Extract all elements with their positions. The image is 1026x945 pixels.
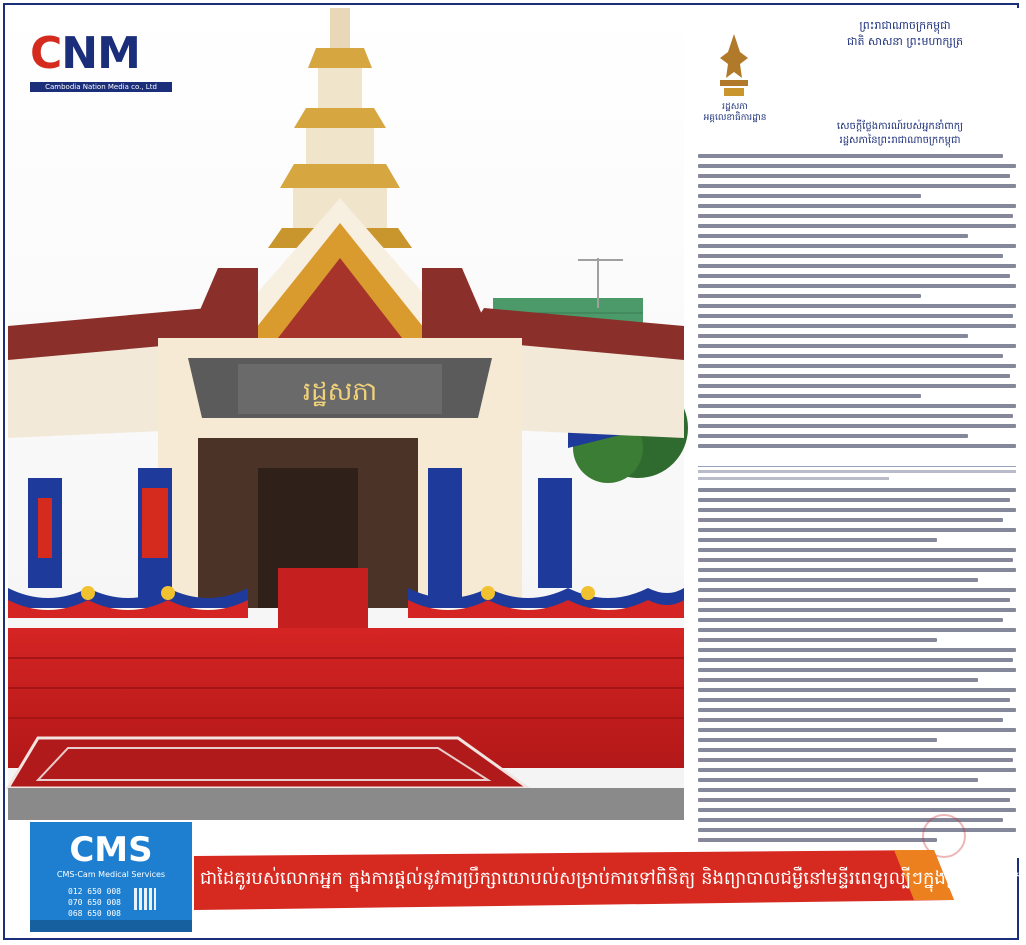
document-text-line <box>698 154 1003 158</box>
document-text-line <box>698 658 1013 662</box>
document-text-line <box>698 254 1003 258</box>
cms-phone-2: 070 650 008 <box>68 898 121 907</box>
cms-advert-box <box>30 822 192 932</box>
document-text-line <box>698 518 1003 522</box>
document-text-line <box>698 618 1003 622</box>
document-text-line <box>698 404 1016 408</box>
document-text-line <box>698 414 1013 418</box>
document-text-line <box>698 778 978 782</box>
kingdom-heading <box>840 18 970 50</box>
document-text-line <box>698 748 1016 752</box>
document-text-line <box>698 738 937 742</box>
document-text-line <box>698 324 1016 328</box>
document-text-line <box>698 274 1010 278</box>
document-text-line <box>698 628 1016 632</box>
document-text-line <box>698 638 937 642</box>
document-text-line <box>698 214 1013 218</box>
document-text-line <box>698 758 1013 762</box>
document-text-line <box>698 508 1016 512</box>
document-text-line <box>698 470 1016 473</box>
kingdom-line2: ជាតិ សាសនា ព្រះមហាក្សត្រ <box>847 35 963 48</box>
document-text-line <box>698 434 968 438</box>
document-text-line <box>698 528 1016 532</box>
document-text-line <box>698 334 968 338</box>
document-text-line <box>698 364 1016 368</box>
document-text-line <box>698 224 1016 228</box>
document-text-line <box>698 678 978 682</box>
document-text-line <box>698 588 1016 592</box>
document-text-line <box>698 444 1016 448</box>
document-footnote <box>698 470 1016 484</box>
document-text-line <box>698 808 1016 812</box>
document-divider <box>698 466 1016 467</box>
document-text-line <box>698 828 1016 832</box>
document-text-line <box>698 294 921 298</box>
document-text-line <box>698 174 1010 178</box>
document-text-line <box>698 798 1010 802</box>
document-body-upper <box>698 154 1016 454</box>
headline-text: ជាដៃគូរបស់លោកអ្នក ក្នុងការផ្តល់នូវការប្រឹក្សាយោបល់សម្រាប់ការទៅពិនិត្យ និងព្យាបាលជម្ងឺនៅមន្ទីរពេទ្យល្បីៗក្នុងប្រទេសថៃ។ <box>200 868 1026 889</box>
document-text-line <box>698 688 1016 692</box>
document-text-line <box>698 477 889 480</box>
press-release-document <box>690 8 1020 858</box>
document-text-line <box>698 668 1016 672</box>
document-title-line2: រដ្ឋសភានៃព្រះរាជាណាចក្រកម្ពុជា <box>839 135 961 146</box>
document-text-line <box>698 424 1016 428</box>
document-text-line <box>698 568 1016 572</box>
cms-phone-3: 068 650 008 <box>68 909 121 918</box>
document-text-line <box>698 344 1016 348</box>
cms-phone-1: 012 650 008 <box>68 887 121 896</box>
document-text-line <box>698 708 1016 712</box>
document-text-line <box>698 488 1016 492</box>
document-title <box>800 120 1000 148</box>
document-text-line <box>698 184 1016 188</box>
document-text-line <box>698 384 1016 388</box>
document-text-line <box>698 558 1013 562</box>
document-text-line <box>698 538 937 542</box>
document-text-line <box>698 548 1016 552</box>
document-title-line1: សេចក្តីថ្លែងការណ៍របស់អ្នកនាំពាក្យ <box>836 121 964 132</box>
national-emblem-icon <box>714 34 754 98</box>
document-text-line <box>698 498 1010 502</box>
logo-mark <box>30 28 140 79</box>
logo-letters-nm: NM <box>61 28 140 79</box>
document-text-line <box>698 838 937 842</box>
document-text-line <box>698 648 1016 652</box>
document-text-line <box>698 304 1016 308</box>
national-assembly-photo <box>8 8 684 820</box>
document-text-line <box>698 768 1016 772</box>
document-text-line <box>698 164 1016 168</box>
building-sign-text: រដ្ឋសភា <box>302 377 378 407</box>
document-text-line <box>698 374 1010 378</box>
document-text-line <box>698 394 921 398</box>
document-text-line <box>698 314 1013 318</box>
logo-subtitle: Cambodia Nation Media co., Ltd <box>30 82 172 92</box>
document-text-line <box>698 234 968 238</box>
document-text-line <box>698 718 1003 722</box>
qr-code-icon <box>134 888 156 910</box>
emblem-caption <box>698 102 772 124</box>
document-text-line <box>698 354 1003 358</box>
document-text-line <box>698 728 1016 732</box>
document-text-line <box>698 578 978 582</box>
document-text-line <box>698 608 1016 612</box>
emblem-caption-line2: អគ្គលេខាធិការដ្ឋាន <box>703 113 767 123</box>
cms-subtitle: CMS-Cam Medical Services <box>56 870 166 879</box>
document-text-line <box>698 244 1016 248</box>
cms-title: CMS <box>69 830 153 870</box>
document-text-line <box>698 264 1016 268</box>
document-text-line <box>698 284 1016 288</box>
document-text-line <box>698 788 1016 792</box>
cms-footer-band <box>30 920 192 932</box>
kingdom-line1: ព្រះរាជាណាចក្រកម្ពុជា <box>859 19 951 32</box>
building-illustration <box>8 8 684 820</box>
emblem-caption-line1: រដ្ឋសភា <box>722 102 748 112</box>
document-text-line <box>698 204 1016 208</box>
document-text-line <box>698 698 1010 702</box>
document-body-lower <box>698 488 1016 848</box>
logo-letter-c: C <box>30 28 62 79</box>
document-text-line <box>698 598 1010 602</box>
document-text-line <box>698 194 921 198</box>
cnm-logo <box>30 30 172 92</box>
